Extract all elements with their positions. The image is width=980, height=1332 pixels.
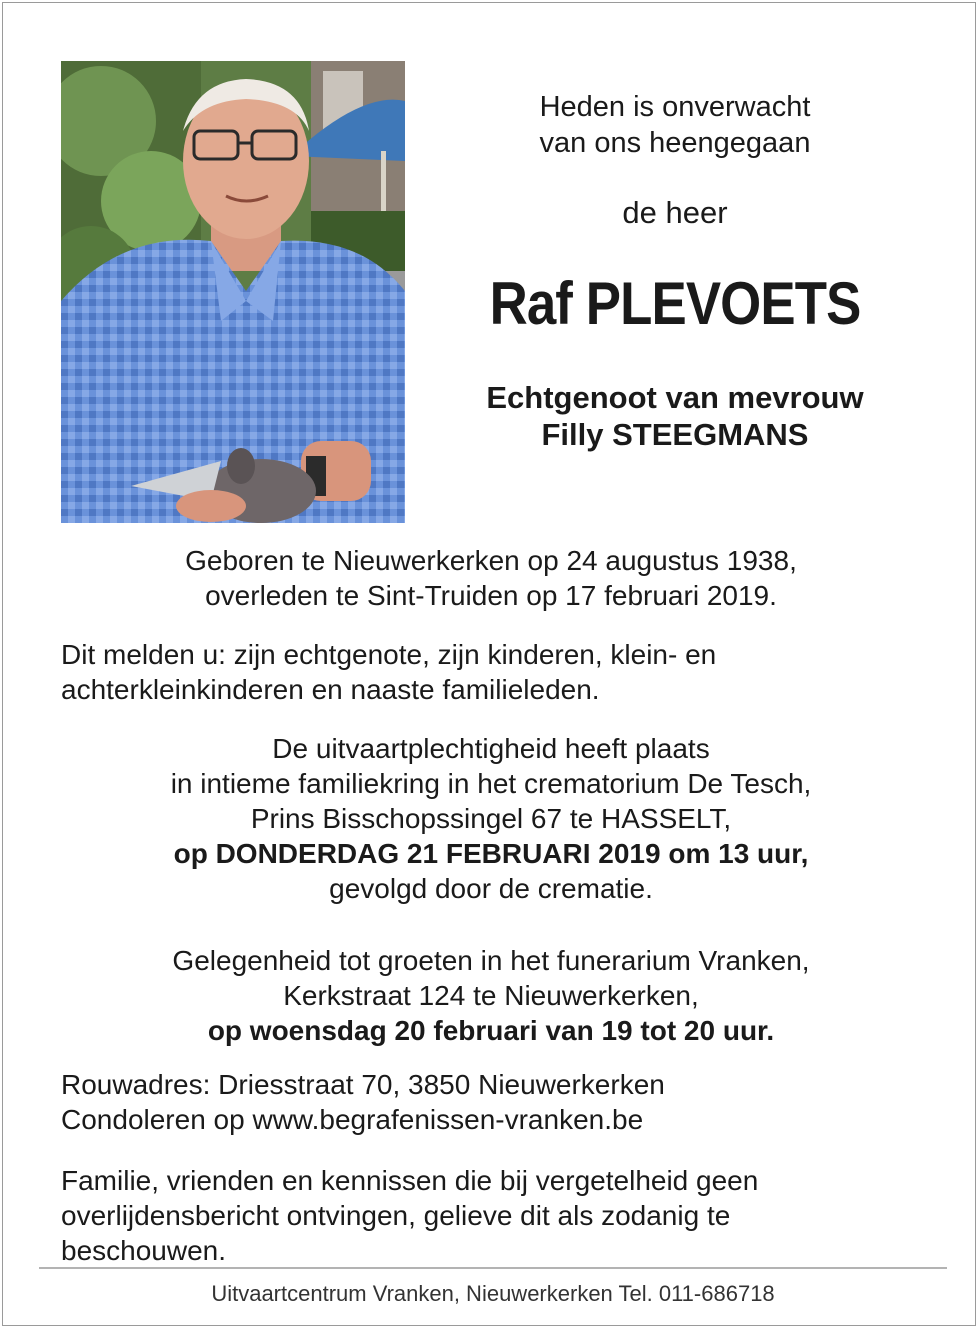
intro-text bbox=[433, 89, 917, 161]
spouse-text bbox=[433, 379, 917, 453]
born-died-paragraph bbox=[61, 543, 921, 613]
notice-line-2: overlijdensbericht ontvingen, gelieve dit als zodanig te bbox=[61, 1200, 731, 1231]
intro-line-1: Heden is onverwacht bbox=[539, 91, 811, 123]
ceremony-line-3: Prins Bisschopssingel 67 te HASSELT, bbox=[250, 803, 732, 834]
visitation-paragraph bbox=[61, 943, 921, 1048]
footer-divider bbox=[39, 1267, 947, 1269]
notice-line-1: Familie, vrienden en kennissen die bij vergetelheid geen bbox=[61, 1165, 759, 1196]
visit-line-1: Gelegenheid tot groeten in het funerarium Vranken, bbox=[172, 945, 810, 976]
notice-paragraph bbox=[61, 1163, 921, 1268]
honorific: de heer bbox=[622, 195, 728, 230]
family-paragraph bbox=[61, 637, 921, 707]
address-paragraph bbox=[61, 1067, 921, 1137]
intro-line-2: van ons heengegaan bbox=[539, 127, 811, 159]
ceremony-line-5: gevolgd door de crematie. bbox=[329, 873, 653, 904]
header-column bbox=[433, 89, 917, 453]
ceremony-line-2: in intieme familiekring in het crematorium De Tesch, bbox=[170, 768, 812, 799]
died-line: overleden te Sint-Truiden op 17 februari 2019. bbox=[205, 580, 777, 611]
visit-line-2: Kerkstraat 124 te Nieuwerkerken, bbox=[283, 980, 699, 1011]
spouse-line-2: Filly STEEGMANS bbox=[541, 417, 809, 452]
family-line-2: achterkleinkinderen en naaste familieleden. bbox=[61, 674, 600, 705]
obituary-card bbox=[2, 2, 976, 1326]
notice-line-3: beschouwen. bbox=[61, 1235, 227, 1266]
ceremony-line-1: De uitvaartplechtigheid heeft plaats bbox=[272, 733, 710, 764]
deceased-name: Raf PLEVOETS bbox=[489, 270, 861, 337]
family-line-1: Dit melden u: zijn echtgenote, zijn kinderen, klein- en bbox=[61, 639, 717, 670]
spouse-line-1: Echtgenoot van mevrouw bbox=[486, 380, 864, 415]
condolence-line: Condoleren op www.begrafenissen-vranken.be bbox=[61, 1104, 644, 1135]
visit-datetime: op woensdag 20 februari van 19 tot 20 uur. bbox=[207, 1015, 775, 1046]
mourning-address: Rouwadres: Driesstraat 70, 3850 Nieuwerkerken bbox=[61, 1069, 665, 1100]
funeral-home-footer: Uitvaartcentrum Vranken, Nieuwerkerken Tel. 011-686718 bbox=[211, 1281, 775, 1306]
portrait-illustration bbox=[61, 61, 405, 523]
ceremony-paragraph bbox=[61, 731, 921, 906]
portrait-photo bbox=[61, 61, 405, 523]
ceremony-datetime: op DONDERDAG 21 FEBRUARI 2019 om 13 uur, bbox=[173, 838, 809, 869]
born-line: Geboren te Nieuwerkerken op 24 augustus 1938, bbox=[185, 545, 797, 576]
